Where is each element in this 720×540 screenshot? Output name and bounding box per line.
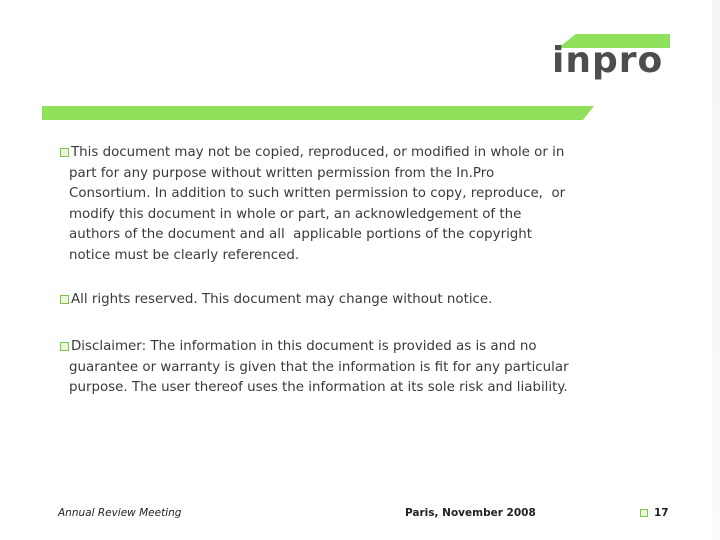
bullet-line: notice must be clearly referenced. [69,247,300,263]
right-decorative-strip [712,0,720,540]
bullet-line: authors of the document and all applicable portions of the copyright [69,227,533,242]
footer-meeting-name: Annual Review Meeting [58,507,182,519]
bullet-line: modify this document in whole or part, an acknowledgement of the [69,206,522,222]
header-green-bar [42,106,594,120]
logo-text: inpro [552,40,664,81]
footer-page-number [640,507,669,519]
footer-location-date: Paris, November 2008 [405,507,536,519]
inpro-logo [548,30,676,92]
bullet-line: purpose. The user thereof uses the information at its sole risk and liability. [69,380,568,395]
bullet-line: part for any purpose without written permission from the In.Pro [69,165,495,181]
bullet-rights [60,290,620,311]
page-number: 17 [654,507,669,519]
bullet-checkbox-icon [640,509,648,517]
bullet-line: guarantee or warranty is given that the information is fit for any particular [69,359,569,375]
bullet-disclaimer [60,337,620,399]
bullet-checkbox-icon [60,342,69,351]
bullet-line: This document may not be copied, reproduced, or modified in whole or in [71,145,565,160]
bullet-copyright [60,143,620,266]
bullet-line: All rights reserved. This document may change without notice. [71,292,493,307]
bullet-line: Disclaimer: The information in this document is provided as is and no [71,339,537,354]
bullet-checkbox-icon [60,148,69,157]
bullet-line: Consortium. In addition to such written permission to copy, reproduce, or [69,186,566,201]
bullet-checkbox-icon [60,295,69,304]
